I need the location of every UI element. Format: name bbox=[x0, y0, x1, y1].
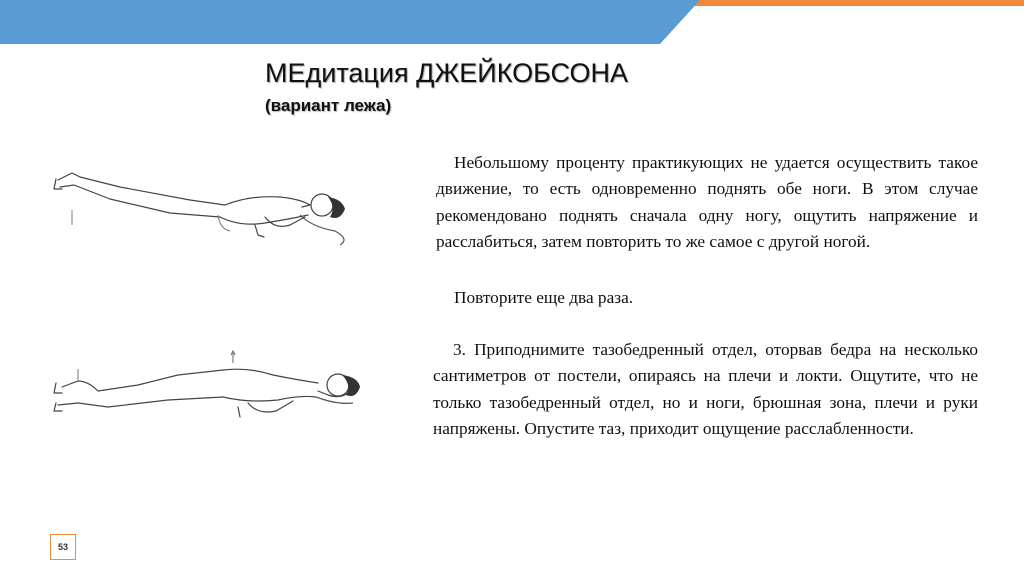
slide-title: МЕдитация ДЖЕЙКОБСОНА bbox=[265, 58, 628, 88]
paragraph-one: Небольшому проценту практикующих не удается осуществить такое движение, то есть одновременно поднять обе ноги. В этом случае рекомендовано поднять сначала одну ногу, ощутить напряжение и расслабиться, затем повторить то же самое с другой ногой. bbox=[436, 153, 978, 251]
slide-subtitle: (вариант лежа) bbox=[265, 96, 392, 115]
header-blue-band bbox=[0, 0, 700, 44]
paragraph-two: Повторите еще два раза. bbox=[454, 288, 634, 307]
paragraph-three: 3. Приподнимите тазобедренный отдел, оторвав бедра на несколько сантиметров от постели, опираясь на плечи и локти. Ощутите, что не только тазобедренный отдел, но и ноги, брюшная зона, плечи и руки напряжены. Опустите таз, приходит ощущение расслабленности. bbox=[433, 340, 978, 438]
header-banner bbox=[0, 0, 1024, 44]
page-number-badge: 53 bbox=[50, 534, 76, 560]
lying-figure-hips-raised-illustration bbox=[48, 345, 378, 430]
lying-figure-legs-raised-illustration bbox=[50, 155, 370, 245]
header-orange-stripe bbox=[680, 0, 1024, 6]
